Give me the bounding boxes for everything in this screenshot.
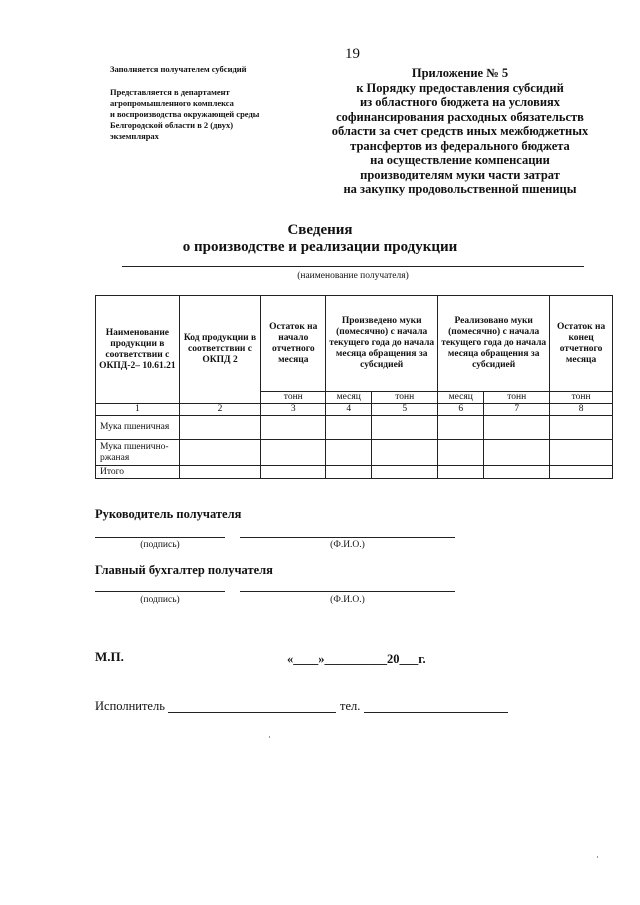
head-title: Руководитель получателя — [95, 507, 242, 521]
phone-line[interactable] — [364, 712, 508, 713]
title-line: о производстве и реализации продукции — [182, 239, 458, 255]
name-caption: (Ф.И.О.) — [330, 540, 365, 550]
page-number: 19 — [345, 46, 360, 62]
submitted-to-line: экземплярах — [110, 131, 159, 141]
header-end-balance: Остаток на конец отчетного месяца — [550, 296, 613, 392]
appendix-block — [300, 66, 620, 197]
appendix-line: производителям муки части затрат — [360, 167, 560, 182]
appendix-line: на закупку продовольственной пшеницы — [343, 182, 577, 196]
appendix-line: трансфертов из федерального бюджета — [350, 138, 570, 153]
header-start-balance: Остаток на начало отчетного месяца — [261, 296, 326, 392]
name-caption: (Ф.И.О.) — [330, 595, 365, 605]
table-cell[interactable] — [261, 440, 326, 466]
appendix-line: области за счет средств иных межбюджетных — [331, 124, 589, 138]
unit-sold-tons: тонн — [484, 392, 550, 404]
table-cell[interactable] — [261, 466, 326, 479]
header-sold: Реализовано муки (помесячно) с начала текущего года до начала месяца обращения за субсидией — [438, 296, 550, 392]
chief-accountant-title: Главный бухгалтер получателя — [95, 563, 273, 577]
head-sign-line[interactable] — [95, 537, 225, 538]
filled-by-note: Заполняется получателем субсидий — [110, 64, 247, 74]
column-number: 3 — [261, 404, 326, 416]
header-code: Код продукции в соответствии с ОКПД 2 — [179, 296, 261, 404]
column-number: 2 — [179, 404, 261, 416]
appendix-line: из областного бюджета на условиях — [359, 95, 561, 109]
submitted-to-line: Представляется в департамент — [110, 87, 230, 97]
unit-sold-month: месяц — [438, 392, 484, 404]
accountant-name-line[interactable] — [240, 591, 455, 592]
document-title — [0, 222, 640, 256]
submitted-to-note — [110, 87, 300, 142]
column-number: 1 — [96, 404, 180, 416]
unit-produced-month: месяц — [326, 392, 372, 404]
unit-produced-tons: тонн — [372, 392, 438, 404]
table-cell[interactable] — [484, 416, 550, 440]
accountant-sign-line[interactable] — [95, 591, 225, 592]
sign-caption: (подпись) — [140, 540, 180, 550]
stamp-place: М.П. — [95, 649, 124, 664]
column-number: 8 — [550, 404, 613, 416]
table-cell[interactable] — [550, 466, 613, 479]
header-name: Наименование продукции в соответствии с ОКПД-2– 10.61.21 — [96, 296, 180, 404]
column-number: 5 — [372, 404, 438, 416]
table-cell[interactable] — [326, 416, 372, 440]
table-cell[interactable] — [372, 416, 438, 440]
scan-speck — [269, 736, 270, 738]
table-cell[interactable] — [179, 416, 261, 440]
table-cell[interactable] — [550, 440, 613, 466]
row-label: Итого — [96, 466, 180, 479]
submitted-to-line: и воспроизводства окружающей среды — [110, 109, 260, 119]
submitted-to-line: Белгородской области в 2 (двух) — [110, 120, 234, 130]
appendix-line: Приложение № 5 — [411, 66, 509, 80]
executor-line[interactable] — [168, 712, 336, 713]
sign-caption: (подпись) — [140, 595, 180, 605]
table-row — [96, 440, 613, 466]
row-label: Мука пшеничная — [96, 416, 180, 440]
data-table — [95, 295, 613, 479]
table-cell[interactable] — [484, 466, 550, 479]
column-number: 7 — [484, 404, 550, 416]
column-number: 6 — [438, 404, 484, 416]
header-produced: Произведено муки (помесячно) с начала текущего года до начала месяца обращения за субсидией — [326, 296, 438, 392]
unit-end: тонн — [550, 392, 613, 404]
date-line: «____»__________20___г. — [287, 652, 426, 666]
table-cell[interactable] — [326, 440, 372, 466]
table-cell[interactable] — [438, 440, 484, 466]
scan-speck — [597, 856, 598, 858]
appendix-line: на осуществление компенсации — [370, 153, 550, 167]
recipient-name-line[interactable] — [122, 266, 584, 267]
table-cell[interactable] — [484, 440, 550, 466]
table-cell[interactable] — [438, 416, 484, 440]
table-cell[interactable] — [550, 416, 613, 440]
head-name-line[interactable] — [240, 537, 455, 538]
executor-label: Исполнитель — [95, 699, 165, 713]
table-cell[interactable] — [261, 416, 326, 440]
table-cell[interactable] — [372, 466, 438, 479]
title-line: Сведения — [287, 222, 353, 238]
row-label: Мука пшенично-ржаная — [96, 440, 180, 466]
appendix-line: к Порядку предоставления субсидий — [356, 80, 564, 95]
unit-start: тонн — [261, 392, 326, 404]
table-cell[interactable] — [438, 466, 484, 479]
phone-label: тел. — [340, 699, 361, 713]
table-cell[interactable] — [179, 440, 261, 466]
table-row — [96, 466, 613, 479]
table-cell[interactable] — [372, 440, 438, 466]
column-number: 4 — [326, 404, 372, 416]
table-cell[interactable] — [326, 466, 372, 479]
table-row — [96, 416, 613, 440]
recipient-caption: (наименование получателя) — [297, 271, 409, 281]
appendix-line: софинансирования расходных обязательств — [336, 109, 584, 124]
submitted-to-line: агропромышленного комплекса — [110, 98, 234, 108]
table-cell[interactable] — [179, 466, 261, 479]
